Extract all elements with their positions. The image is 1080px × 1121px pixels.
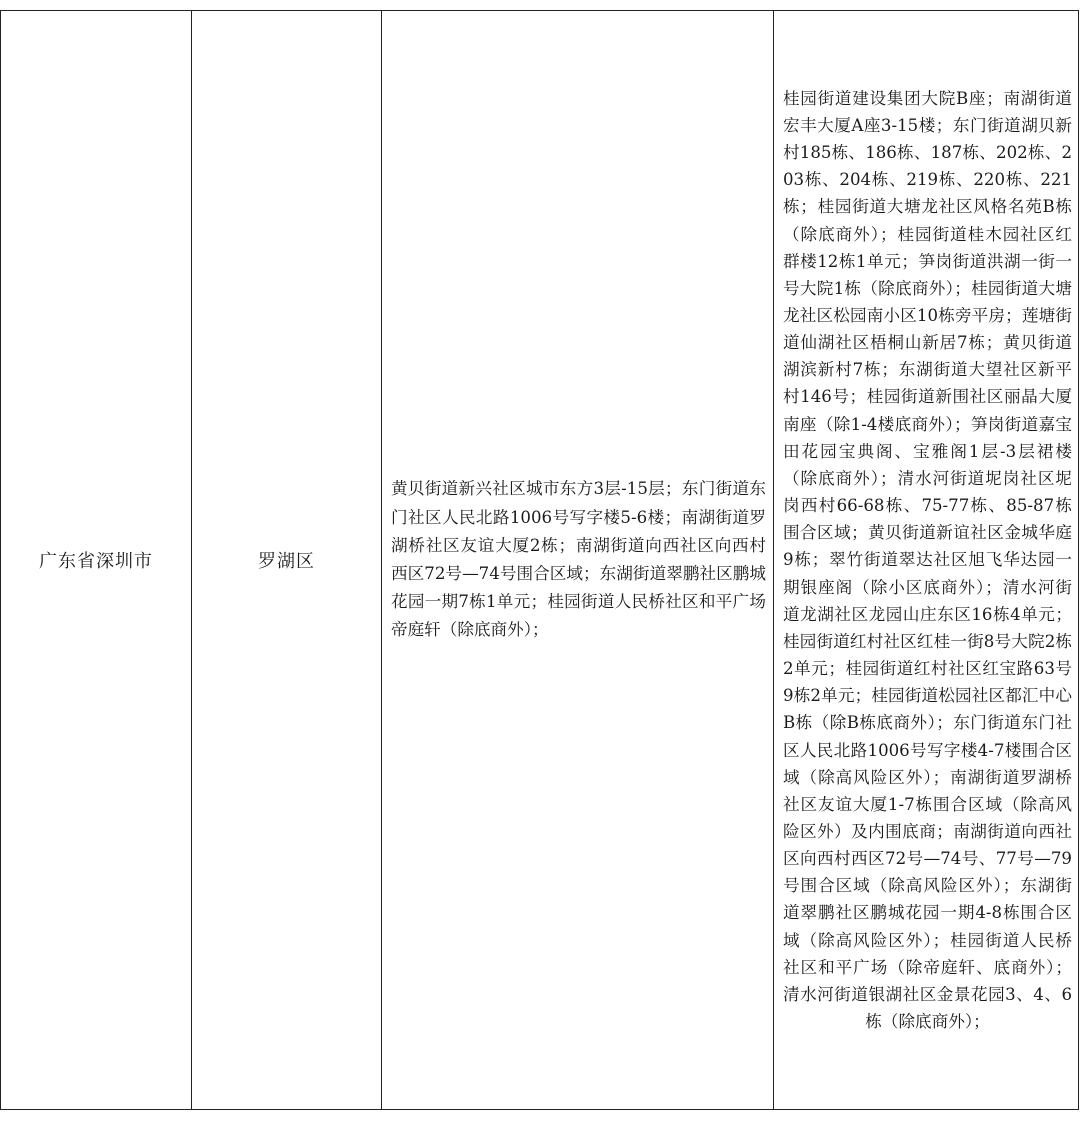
city-name: 广东省深圳市 (39, 551, 153, 572)
district-name: 罗湖区 (258, 551, 315, 572)
district-cell (192, 11, 382, 1110)
high-risk-areas-cell (382, 11, 774, 1110)
city-cell (1, 11, 192, 1110)
table-row (1, 11, 1079, 1110)
medium-risk-areas-cell (774, 11, 1079, 1110)
high-risk-areas-text: 黄贝街道新兴社区城市东方3层-15层；东门街道东门社区人民北路1006号写字楼5-6楼；南湖街道罗湖桥社区友谊大厦2栋；南湖街道向西社区向西村西区72号—74号围合区域；东湖街道翠鹏社区鹏城花园一期7栋1单元；桂园街道人民桥社区和平广场帝庭轩（除底商外）； (391, 479, 766, 640)
medium-risk-areas-text: 桂园街道建设集团大院B座；南湖街道宏丰大厦A座3-15楼；东门街道湖贝新村185栋、186栋、187栋、202栋、203栋、204栋、219栋、220栋、221栋；桂园街道大塘龙社区风格名苑B栋（除底商外）；桂园街道桂木园社区红群楼12栋1单元；笋岗街道洪湖一街一号大院1栋（除底商外）；桂园街道大塘龙社区松园南小区10栋旁平房；莲塘街道仙湖社区梧桐山新居7栋；黄贝街道湖滨新村7栋；东湖街道大望社区新平村146号；桂园街道新围社区丽晶大厦南座（除1-4楼底商外）；笋岗街道嘉宝田花园宝典阁、宝雅阁1层-3层裙楼（除底商外）；清水河街道坭岗社区坭岗西村66-68栋、75-77栋、85-87栋围合区域；黄贝街道新谊社区金城华庭9栋；翠竹街道翠达社区旭飞华达园一期银座阁（除小区底商外）；清水河街道龙湖社区龙园山庄东区16栋4单元；桂园街道红村社区红桂一街8号大院2栋2单元；桂园街道红村社区红宝路63号9栋2单元；桂园街道松园社区都汇中心B栋（除B栋底商外）；东门街道东门社区人民北路1006号写字楼4-7楼围合区域（除高风险区外）；南湖街道罗湖桥社区友谊大厦1-7栋围合区域（除高风险区外）及内围底商；南湖街道向西社区向西村西区72号—74号、77号—79号围合区域（除高风险区外）；东湖街道翠鹏社区鹏城花园一期4-8栋围合区域（除高风险区外）；桂园街道人民桥社区和平广场（除帝庭轩、底商外）；清水河街道银湖社区金景花园3、4、6栋（除底商外）； (783, 88, 1072, 1032)
risk-area-table (0, 10, 1079, 1110)
